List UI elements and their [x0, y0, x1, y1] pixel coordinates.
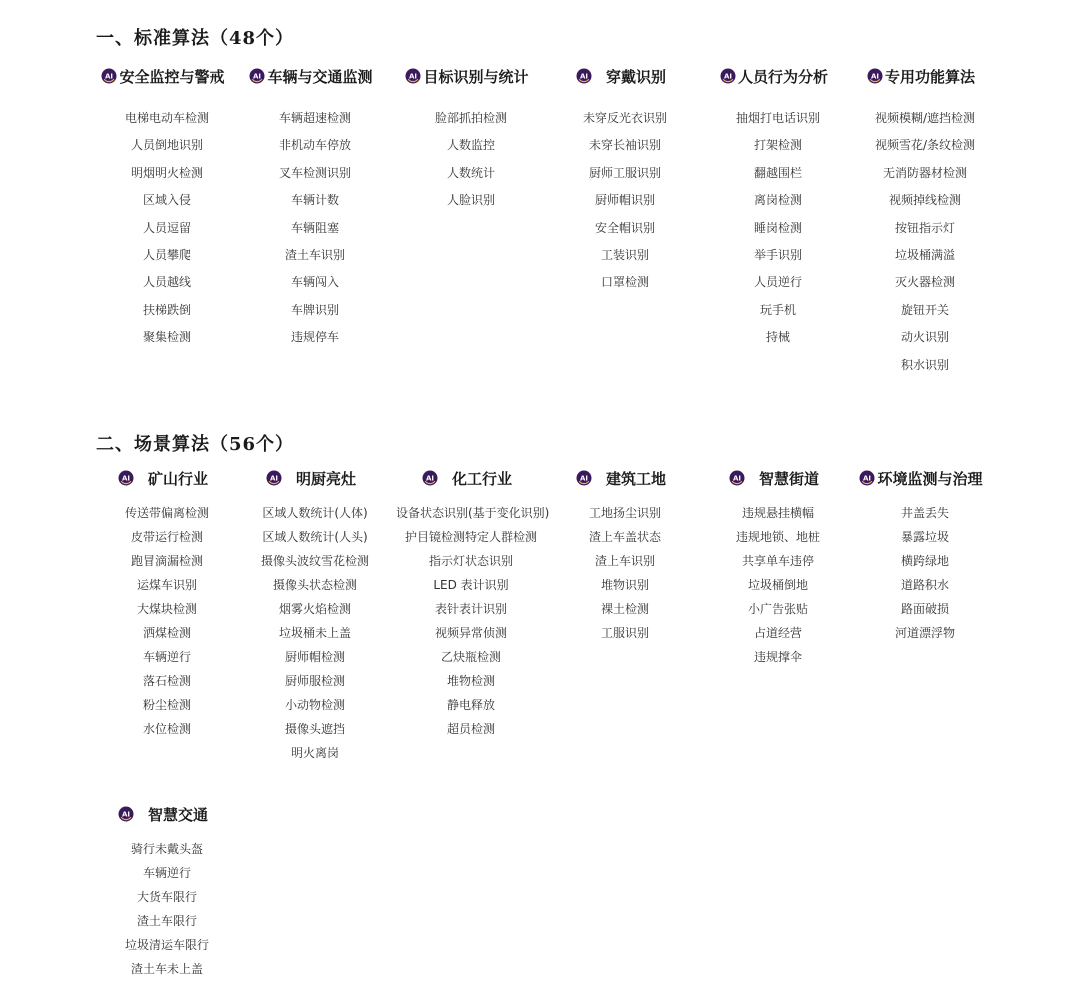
category-header [695, 466, 853, 490]
category-chemical [396, 466, 550, 741]
category-header [84, 802, 242, 826]
algorithm-item: 灭火器检测 [894, 275, 955, 290]
algorithm-item: 车辆超速检测 [278, 111, 351, 125]
algorithm-item: 路面破损 [900, 602, 949, 616]
section-title-standard: 一、标准算法（48个） [96, 28, 295, 49]
category-behavior-analysis [703, 64, 853, 352]
algorithm-list [396, 501, 550, 741]
algorithm-item: 摄像头波纹雪花检测 [260, 554, 369, 568]
algorithm-item: 视频雪花/条纹检测 [874, 138, 976, 153]
algorithm-item: 举手识别 [753, 247, 802, 262]
algorithm-item: 井盖丢失 [900, 506, 949, 520]
algorithm-item: 人员逗留 [142, 220, 191, 235]
algorithm-item: 厨师帽检测 [284, 650, 345, 664]
algorithm-item: 洒煤检测 [142, 626, 191, 640]
category-header [842, 466, 1000, 490]
algorithm-item: 乙炔瓶检测 [440, 650, 501, 664]
algorithm-item: 打架检测 [753, 138, 802, 153]
algorithm-item: 厨师工服识别 [588, 165, 661, 180]
algorithm-item: 渣土车限行 [136, 914, 197, 928]
algorithm-item: 小动物检测 [284, 698, 345, 712]
algorithm-item: 烟雾火焰检测 [278, 602, 351, 616]
algorithm-item: 工服识别 [600, 626, 649, 640]
algorithm-item: 垃圾桶满溢 [894, 247, 955, 262]
algorithm-item: 设备状态识别(基于变化识别) [396, 506, 550, 520]
algorithm-item: 落石检测 [142, 674, 191, 688]
algorithm-item: 裸土检测 [600, 602, 649, 616]
algorithm-item: 人员越线 [142, 275, 191, 290]
algorithm-item: 未穿反光衣识别 [582, 111, 667, 125]
category-header [842, 64, 1000, 88]
category-title: 智慧街道 [758, 469, 819, 488]
category-header [232, 466, 390, 490]
ai-badge-icon [118, 806, 134, 822]
category-title: 专用功能算法 [884, 67, 975, 86]
category-header [388, 64, 546, 88]
algorithm-item: 人员攀爬 [142, 247, 191, 262]
algorithm-item: 叉车检测识别 [278, 165, 351, 180]
algorithm-item: 车辆闯入 [290, 275, 339, 290]
algorithm-item: 渣土车未上盖 [130, 962, 203, 976]
section-title-scenario: 二、场景算法（56个） [96, 434, 295, 455]
algorithm-item: 河道漂浮物 [894, 626, 955, 640]
algorithm-item: 电梯电动车检测 [124, 111, 209, 125]
category-header [84, 64, 242, 88]
algorithm-item: 渣上车盖状态 [588, 530, 661, 544]
algorithm-item: 人数监控 [446, 138, 495, 153]
category-title: 化工行业 [451, 469, 512, 488]
category-construction-site [550, 466, 700, 645]
category-smart-street [703, 466, 853, 669]
algorithm-item: 大煤块检测 [136, 602, 197, 616]
algorithm-item: 无消防器材检测 [882, 165, 967, 180]
algorithm-item: 静电释放 [446, 698, 495, 712]
algorithm-item: 摄像头遮挡 [284, 722, 345, 736]
algorithm-list [92, 105, 242, 352]
algorithm-item: 非机动车停放 [278, 138, 351, 153]
algorithm-item: 车辆逆行 [142, 866, 191, 880]
algorithm-item: 明火离岗 [290, 746, 339, 760]
algorithm-item: 人脸识别 [446, 193, 495, 208]
algorithm-item: 车辆逆行 [142, 650, 191, 664]
algorithm-item: 粉尘检测 [142, 698, 191, 712]
algorithm-item: 传送带偏离检测 [124, 506, 209, 520]
algorithm-item: 指示灯状态识别 [428, 554, 513, 568]
algorithm-item: 跑冒滴漏检测 [130, 554, 203, 568]
algorithm-item: 违规停车 [290, 330, 339, 345]
algorithm-item: 厨师服检测 [284, 674, 345, 688]
ai-badge-icon [576, 470, 592, 486]
algorithm-item: 车辆计数 [290, 193, 339, 208]
category-vehicle-traffic [240, 64, 390, 352]
category-target-recognition [396, 64, 546, 215]
algorithm-item: 积水识别 [900, 357, 949, 372]
algorithm-item: 横跨绿地 [900, 554, 949, 568]
algorithm-item: 玩手机 [759, 302, 796, 317]
algorithm-item: 车牌识别 [290, 302, 339, 317]
algorithm-item: 占道经营 [753, 626, 802, 640]
category-title: 明厨亮灶 [295, 469, 356, 488]
algorithm-item: 口罩检测 [600, 275, 649, 290]
algorithm-item: 违规地锁、地桩 [735, 530, 820, 544]
algorithm-item: 视频模糊/遮挡检测 [874, 111, 976, 125]
ai-badge-icon [729, 470, 745, 486]
category-header [388, 466, 546, 490]
category-mining [92, 466, 242, 741]
ai-badge-icon [867, 68, 883, 84]
algorithm-item: 区域入侵 [142, 193, 191, 208]
algorithm-list [92, 837, 242, 981]
algorithm-item: LED 表计识别 [433, 578, 509, 592]
category-title: 人员行为分析 [737, 67, 828, 86]
ai-badge-icon [859, 470, 875, 486]
ai-badge-icon [266, 470, 282, 486]
algorithm-item: 运煤车识别 [136, 578, 197, 592]
algorithm-item: 按钮指示灯 [894, 220, 955, 235]
ai-badge-icon [720, 68, 736, 84]
ai-badge-icon [422, 470, 438, 486]
algorithm-list [92, 501, 242, 741]
algorithm-item: 道路积水 [900, 578, 949, 592]
algorithm-item: 小广告张贴 [747, 602, 808, 616]
category-bright-kitchen [240, 466, 390, 765]
category-title: 环境监测与治理 [877, 469, 983, 488]
algorithm-item: 睡岗检测 [753, 220, 802, 235]
algorithm-item: 扶梯跌倒 [142, 302, 191, 317]
algorithm-item: 区域人数统计(人体) [262, 506, 368, 520]
algorithm-item: 翻越围栏 [753, 165, 802, 180]
algorithm-item: 堆物检测 [446, 674, 495, 688]
algorithm-item: 抽烟打电话识别 [735, 111, 820, 125]
algorithm-list [703, 501, 853, 669]
category-header [542, 466, 700, 490]
algorithm-item: 护目镜检测特定人群检测 [404, 530, 537, 544]
category-title: 穿戴识别 [605, 67, 666, 86]
algorithm-list [850, 105, 1000, 379]
category-title: 智慧交通 [147, 805, 208, 824]
algorithm-item: 违规悬挂横幅 [741, 506, 814, 520]
category-environment [850, 466, 1000, 645]
algorithm-item: 视频掉线检测 [888, 193, 961, 208]
algorithm-item: 堆物识别 [600, 578, 649, 592]
category-title: 安全监控与警戒 [119, 67, 225, 86]
algorithm-item: 聚集检测 [142, 330, 191, 345]
ai-badge-icon [118, 470, 134, 486]
category-title: 矿山行业 [147, 469, 208, 488]
ai-badge-icon [405, 68, 421, 84]
algorithm-item: 未穿长袖识别 [588, 138, 661, 153]
algorithm-item: 明烟明火检测 [130, 165, 203, 180]
algorithm-item: 车辆阻塞 [290, 220, 339, 235]
algorithm-list [396, 105, 546, 215]
algorithm-item: 厨师帽识别 [594, 193, 655, 208]
algorithm-item: 人数统计 [446, 165, 495, 180]
algorithm-list [550, 501, 700, 645]
category-smart-traffic [92, 802, 242, 981]
category-title: 建筑工地 [605, 469, 666, 488]
algorithm-item: 持械 [765, 330, 790, 345]
algorithm-item: 大货车限行 [136, 890, 197, 904]
algorithm-item: 旋钮开关 [900, 302, 949, 317]
algorithm-item: 视频异常侦测 [434, 626, 507, 640]
ai-badge-icon [576, 68, 592, 84]
algorithm-item: 骑行未戴头盔 [130, 842, 203, 856]
algorithm-list [703, 105, 853, 352]
algorithm-item: 摄像头状态检测 [272, 578, 357, 592]
algorithm-item: 安全帽识别 [594, 220, 655, 235]
algorithm-item: 离岗检测 [753, 193, 802, 208]
algorithm-item: 违规撑伞 [753, 650, 802, 664]
category-header [695, 64, 853, 88]
algorithm-item: 渣上车识别 [594, 554, 655, 568]
category-header [84, 466, 242, 490]
category-title: 目标识别与统计 [423, 67, 529, 86]
algorithm-item: 超员检测 [446, 722, 495, 736]
algorithm-item: 工地扬尘识别 [588, 506, 661, 520]
category-wear-recognition [550, 64, 700, 297]
category-header [542, 64, 700, 88]
algorithm-item: 渣土车识别 [284, 247, 345, 262]
algorithm-item: 表针表计识别 [434, 602, 507, 616]
algorithm-item: 区域人数统计(人头) [262, 530, 368, 544]
algorithm-item: 垃圾桶倒地 [747, 578, 808, 592]
algorithm-item: 暴露垃圾 [900, 530, 949, 544]
ai-badge-icon [249, 68, 265, 84]
algorithm-item: 垃圾清运车限行 [124, 938, 209, 952]
category-safety-monitoring [92, 64, 242, 352]
ai-badge-icon [101, 68, 117, 84]
algorithm-list [240, 501, 390, 765]
category-header [232, 64, 390, 88]
algorithm-item: 动火识别 [900, 330, 949, 345]
algorithm-list [850, 501, 1000, 645]
algorithm-item: 皮带运行检测 [130, 530, 203, 544]
algorithm-item: 脸部抓拍检测 [434, 111, 507, 125]
algorithm-list [550, 105, 700, 297]
category-title: 车辆与交通监测 [267, 67, 373, 86]
algorithm-list [240, 105, 390, 352]
algorithm-item: 水位检测 [142, 722, 191, 736]
algorithm-item: 工装识别 [600, 247, 649, 262]
algorithm-item: 垃圾桶未上盖 [278, 626, 351, 640]
algorithm-item: 人员逆行 [753, 275, 802, 290]
algorithm-item: 共享单车违停 [741, 554, 814, 568]
algorithm-item: 人员倒地识别 [130, 138, 203, 153]
category-special-functions [850, 64, 1000, 379]
